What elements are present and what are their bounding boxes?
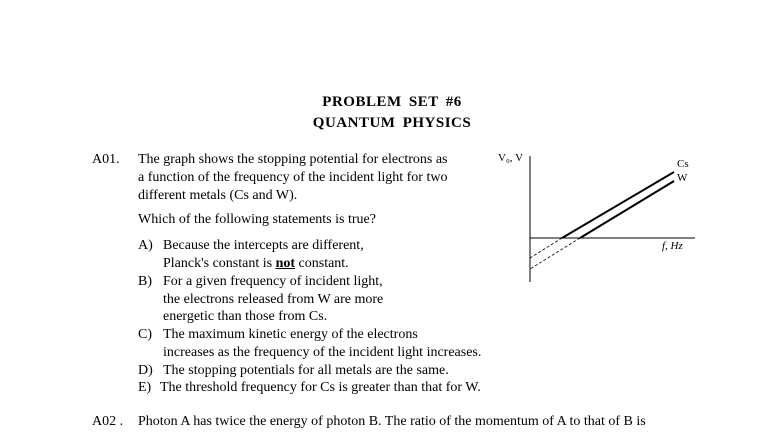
cs-line bbox=[562, 172, 674, 238]
option-a-text bbox=[163, 256, 349, 272]
w-extrapolation bbox=[530, 238, 580, 269]
question-stem-line: different metals (Cs and W). bbox=[138, 188, 298, 203]
cs-extrapolation bbox=[530, 238, 562, 258]
y-axis-label: V₀, V bbox=[498, 152, 524, 164]
problem-set-title: PROBLEM SET #6 bbox=[322, 94, 462, 110]
option-a-text: Because the intercepts are different, bbox=[163, 238, 364, 253]
option-a-text-post: constant. bbox=[295, 256, 349, 271]
subject-title: QUANTUM PHYSICS bbox=[312, 115, 472, 131]
option-c-text: increases as the frequency of the incident light increases. bbox=[163, 345, 482, 360]
question-number-a01: A01. bbox=[92, 152, 120, 167]
option-b-letter: B) bbox=[138, 274, 152, 289]
question-stem-line: a function of the frequency of the incident light for two bbox=[138, 170, 448, 185]
option-d-text: The stopping potentials for all metals are the same. bbox=[163, 363, 449, 378]
option-b-text: the electrons released from W are more bbox=[163, 292, 384, 307]
option-a-letter: A) bbox=[138, 238, 153, 253]
w-line bbox=[580, 181, 674, 238]
option-d-letter: D) bbox=[138, 363, 153, 378]
question-stem-line: The graph shows the stopping potential for electrons as bbox=[138, 152, 448, 167]
stopping-potential-graph bbox=[490, 148, 700, 288]
option-b-text: energetic than those from Cs. bbox=[163, 309, 328, 324]
option-a-text-pre: Planck's constant is bbox=[163, 256, 276, 271]
w-label: W bbox=[677, 172, 688, 184]
option-e-letter: E) bbox=[138, 380, 152, 395]
option-e-text: The threshold frequency for Cs is greater than that for W. bbox=[160, 380, 481, 395]
emphasis-not: not bbox=[275, 256, 296, 271]
option-b-text: For a given frequency of incident light, bbox=[163, 274, 383, 289]
option-c-text: The maximum kinetic energy of the electrons bbox=[163, 327, 418, 342]
option-c-letter: C) bbox=[138, 327, 152, 342]
question-prompt: Which of the following statements is true? bbox=[138, 212, 376, 227]
question-number-a02: A02 . bbox=[92, 414, 124, 429]
x-axis-label: f, Hz bbox=[662, 240, 683, 252]
cs-label: Cs bbox=[677, 158, 689, 170]
question-a02-text: Photon A has twice the energy of photon B. The ratio of the momentum of A to that of B is bbox=[138, 414, 646, 429]
